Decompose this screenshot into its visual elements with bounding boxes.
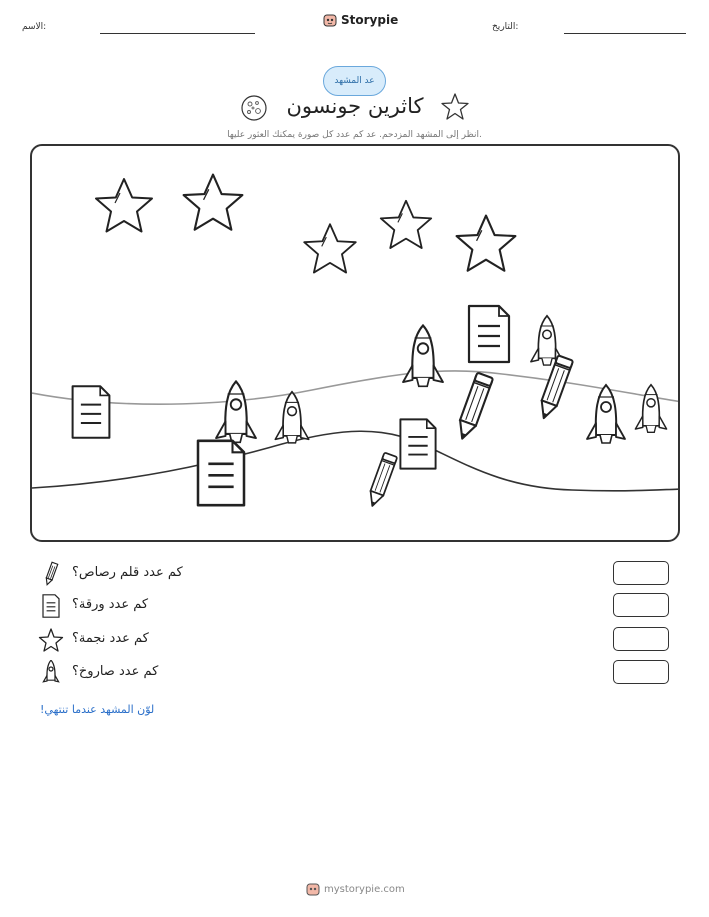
moon-icon [240,94,268,122]
question-text: كم عدد قلم رصاص؟ [72,565,183,580]
question-rocket [36,660,676,686]
star-icon [38,627,64,653]
star-icon [440,92,470,122]
storypie-mascot-icon [306,882,320,896]
page-title: كاثرين جونسون [286,94,424,118]
coloring-note: لوّن المشهد عندما تنتهي! [40,703,155,716]
scene-rocket [635,385,666,433]
scene-star [381,201,431,248]
question-text: كم عدد صاروخ؟ [72,664,159,679]
scene-rocket [275,392,308,443]
answer-box-rocket[interactable] [613,660,669,684]
date-line[interactable] [564,33,686,34]
scene-star [304,224,356,272]
activity-badge: عد المشهد [323,66,386,96]
storypie-mascot-icon [323,13,337,27]
answer-box-pencil[interactable] [613,561,669,585]
scene-star [184,175,243,230]
instructions: انظر إلى المشهد المزدحم. عد كم عدد كل صورة يمكنك العثور عليها. [227,130,482,140]
scene-pencil [536,355,573,421]
brand-logo [323,13,398,27]
paper-icon [38,593,64,619]
scene-paper [73,386,110,438]
title-row [0,92,709,124]
counting-scene [30,144,680,542]
rocket-icon [38,660,64,686]
scene-rocket [587,385,625,443]
scene-paper [400,419,435,468]
scene-rocket [403,325,443,386]
name-line[interactable] [100,33,255,34]
footer [306,882,405,896]
question-paper [36,593,676,619]
question-text: كم عدد نجمة؟ [72,631,149,646]
question-text: كم عدد ورقة؟ [72,597,149,612]
brand-name: Storypie [341,13,399,27]
scene-star [96,179,152,232]
scene-paper [469,306,509,362]
scene-pencil [454,373,493,442]
scene-paper [198,441,244,505]
scene-rocket [216,381,256,442]
answer-box-star[interactable] [613,627,669,651]
footer-url[interactable]: mystorypie.com [324,883,405,895]
answer-box-paper[interactable] [613,593,669,617]
date-label: التاريخ: [492,22,519,32]
pencil-icon [38,561,64,587]
name-label: الاسم: [22,22,47,32]
scene-pencil [366,453,397,509]
question-pencil [36,561,676,587]
scene-star [457,216,516,271]
question-star [36,627,676,653]
